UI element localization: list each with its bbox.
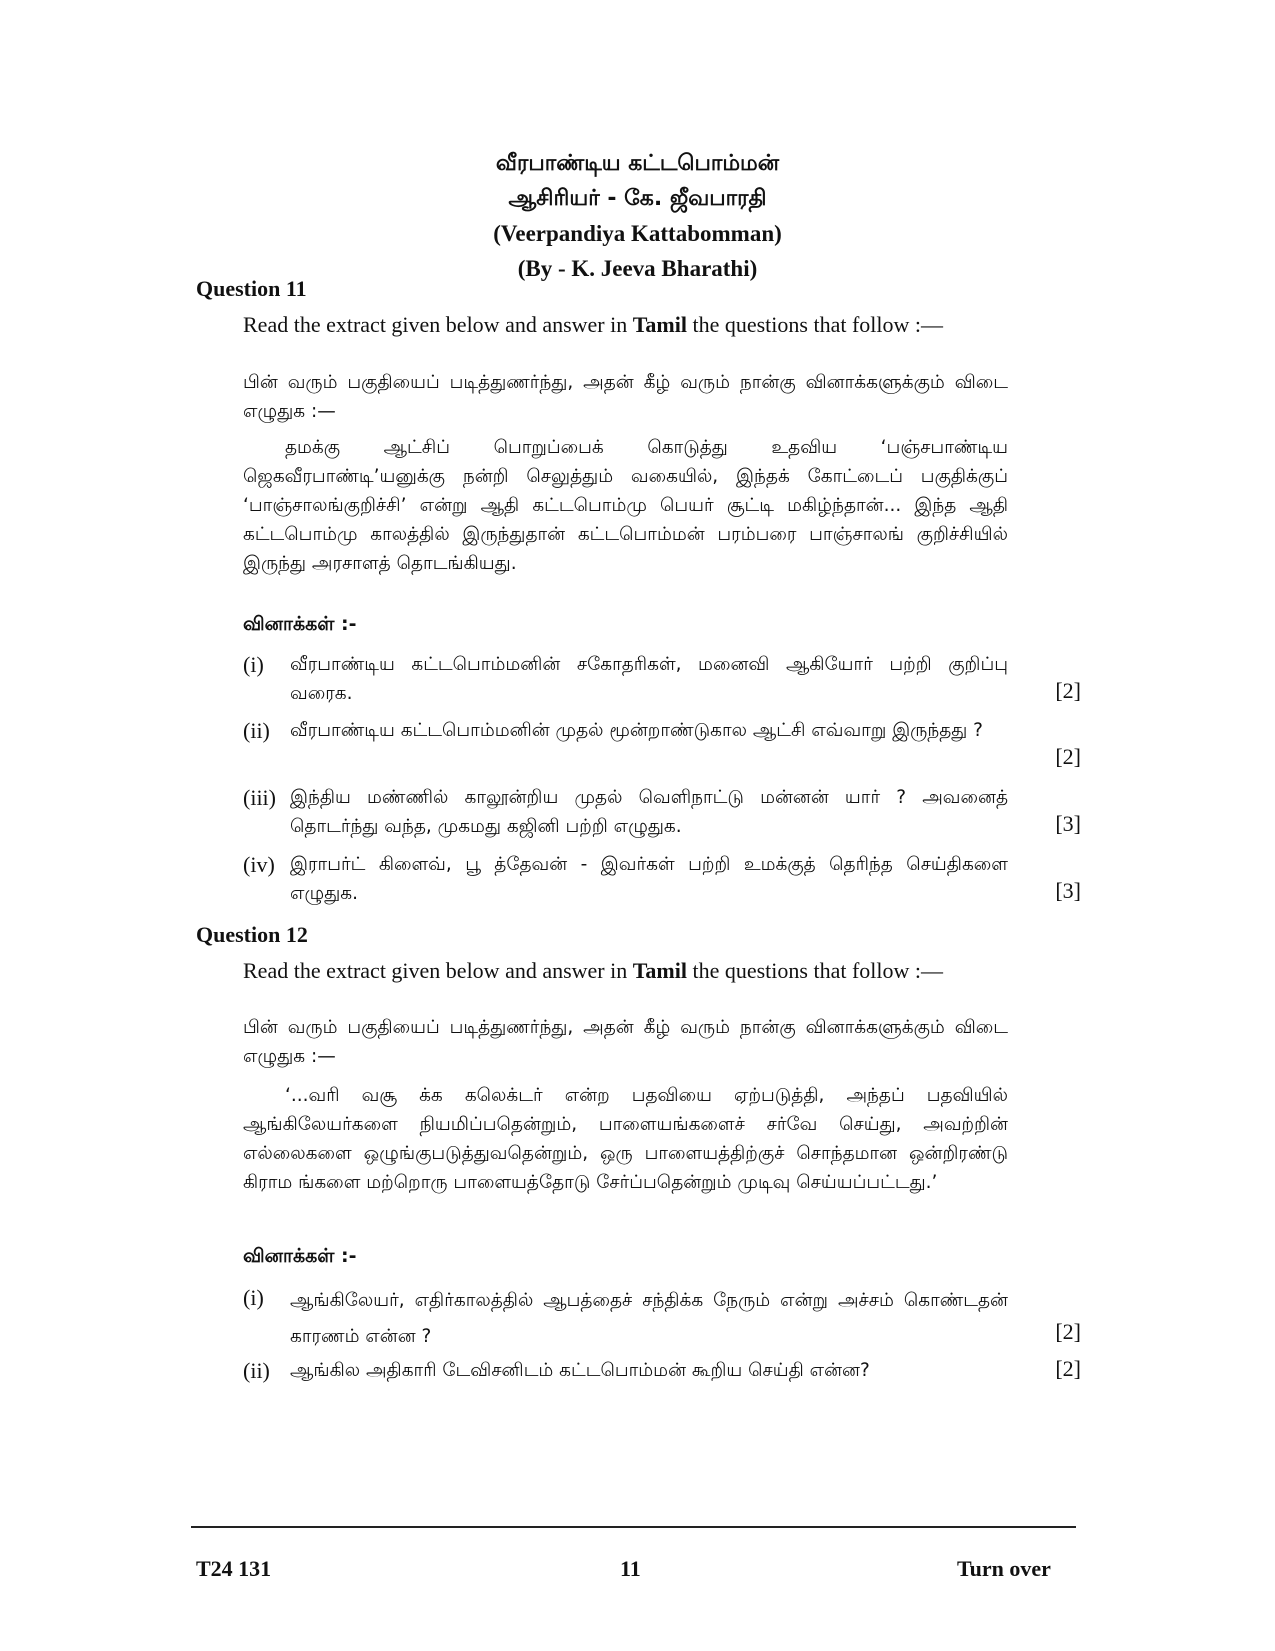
question-text: இராபர்ட் கிளைவ், பூ த்தேவன் - இவர்கள் பற்றி உமக்குத் தெரிந்த செய்திகளை எழுதுக. [290, 854, 1008, 904]
question-number: (ii) [243, 1358, 270, 1383]
q11-instruction-pre: Read the extract given below and answer in [243, 312, 633, 337]
q11-questions-label: வினாக்கள் :- [243, 613, 357, 635]
question-number: (i) [243, 652, 264, 677]
q12-instruction-bold: Tamil [632, 958, 687, 983]
question-marks: [3] [1055, 811, 1081, 836]
question-marks: [2] [1055, 744, 1081, 769]
q11-instruction-bold: Tamil [632, 312, 687, 337]
question-number: (iii) [243, 785, 276, 810]
question-11-heading: Question 11 [196, 276, 307, 301]
question-number: (i) [243, 1285, 264, 1310]
q12-instruction-english [243, 957, 1008, 985]
question-12-heading: Question 12 [196, 922, 308, 947]
question-marks: [2] [1055, 1319, 1081, 1344]
q12-questions-label: வினாக்கள் :- [243, 1245, 357, 1267]
tamil-author: ஆசிரியர் - கே. ஜீவபாரதி [508, 186, 767, 211]
title-block [0, 146, 1275, 286]
question-marks: [3] [1055, 878, 1081, 903]
tamil-title: வீரபாண்டிய கட்டபொம்மன் [495, 151, 780, 176]
paper-code: T24 131 [196, 1556, 272, 1581]
q12-extract: ‘...வரி வசூ க்க கலெக்டர் என்ற பதவியை ஏற்படுத்தி, அந்தப் பதவியில் ஆங்கிலேயர்களை நியமிப்பதென்றும், பாளையங்களைச் சர்வே செய்து, அவற்றின் எல்லைகளை ஒழுங்குபடுத்துவதென்றும், ஒரு பாளையத்திற்குச் சொந்தமான ஒன்றிரண்டு கிராம ங்களை மற்றொரு பாளையத்தோடு சேர்ப்பதென்றும் முடிவு செய்யப்பட்டது.’ [243, 1085, 1008, 1193]
question-text: ஆங்கிலேயர், எதிர்காலத்தில் ஆபத்தைச் சந்திக்க நேரும் என்று அச்சம் கொண்டதன் காரணம் என்ன ? [290, 1290, 1008, 1347]
page-number: 11 [620, 1556, 641, 1581]
question-text: ஆங்கில அதிகாரி டேவிசனிடம் கட்டபொம்மன் கூறிய செய்தி என்ன? [290, 1360, 870, 1381]
english-author: (By - K. Jeeva Bharathi) [517, 256, 758, 281]
turn-over-label: Turn over [957, 1556, 1051, 1581]
q11-extract: தமக்கு ஆட்சிப் பொறுப்பைக் கொடுத்து உதவிய ‘பஞ்சபாண்டிய ஜெகவீரபாண்டி’யனுக்கு நன்றி செலுத்தும் வகையில், இந்தக் கோட்டைப் பகுதிக்குப் ‘பாஞ்சாலங்குறிச்சி’ என்று ஆதி கட்டபொம்மு பெயர் சூட்டி மகிழ்ந்தான்... இந்த ஆதி கட்டபொம்மு காலத்தில் இருந்துதான் கட்டபொம்மன் பரம்பரை பாஞ்சாலங் குறிச்சியில் இருந்து அரசாளத் தொடங்கியது. [243, 437, 1008, 574]
question-number: (ii) [243, 718, 270, 743]
q12-instruction-post: the questions that follow :— [686, 958, 943, 983]
question-text: வீரபாண்டிய கட்டபொம்மனின் முதல் மூன்றாண்டுகால ஆட்சி எவ்வாறு இருந்தது ? [290, 720, 983, 741]
q12-instruction-tamil: பின் வரும் பகுதியைப் படித்துணர்ந்து, அதன் கீழ் வரும் நான்கு வினாக்களுக்கும் விடை எழுதுக :— [243, 1017, 1008, 1067]
q12-instruction-pre: Read the extract given below and answer in [243, 958, 633, 983]
question-text: வீரபாண்டிய கட்டபொம்மனின் சகோதரிகள், மனைவி ஆகியோர் பற்றி குறிப்பு வரைக. [290, 654, 1008, 704]
english-title: (Veerpandiya Kattabomman) [493, 221, 782, 246]
footer-rule [191, 1526, 1076, 1528]
question-marks: [2] [1055, 678, 1081, 703]
question-number: (iv) [243, 852, 275, 877]
q11-instruction-tamil: பின் வரும் பகுதியைப் படித்துணர்ந்து, அதன் கீழ் வரும் நான்கு வினாக்களுக்கும் விடை எழுதுக :— [243, 372, 1008, 422]
q11-instruction-english [243, 311, 1008, 339]
q11-instruction-post: the questions that follow :— [686, 312, 943, 337]
question-text: இந்திய மண்ணில் காலூன்றிய முதல் வெளிநாட்டு மன்னன் யார் ? அவனைத் தொடர்ந்து வந்த, முகமது கஜினி பற்றி எழுதுக. [290, 787, 1008, 837]
question-marks: [2] [1055, 1356, 1081, 1381]
